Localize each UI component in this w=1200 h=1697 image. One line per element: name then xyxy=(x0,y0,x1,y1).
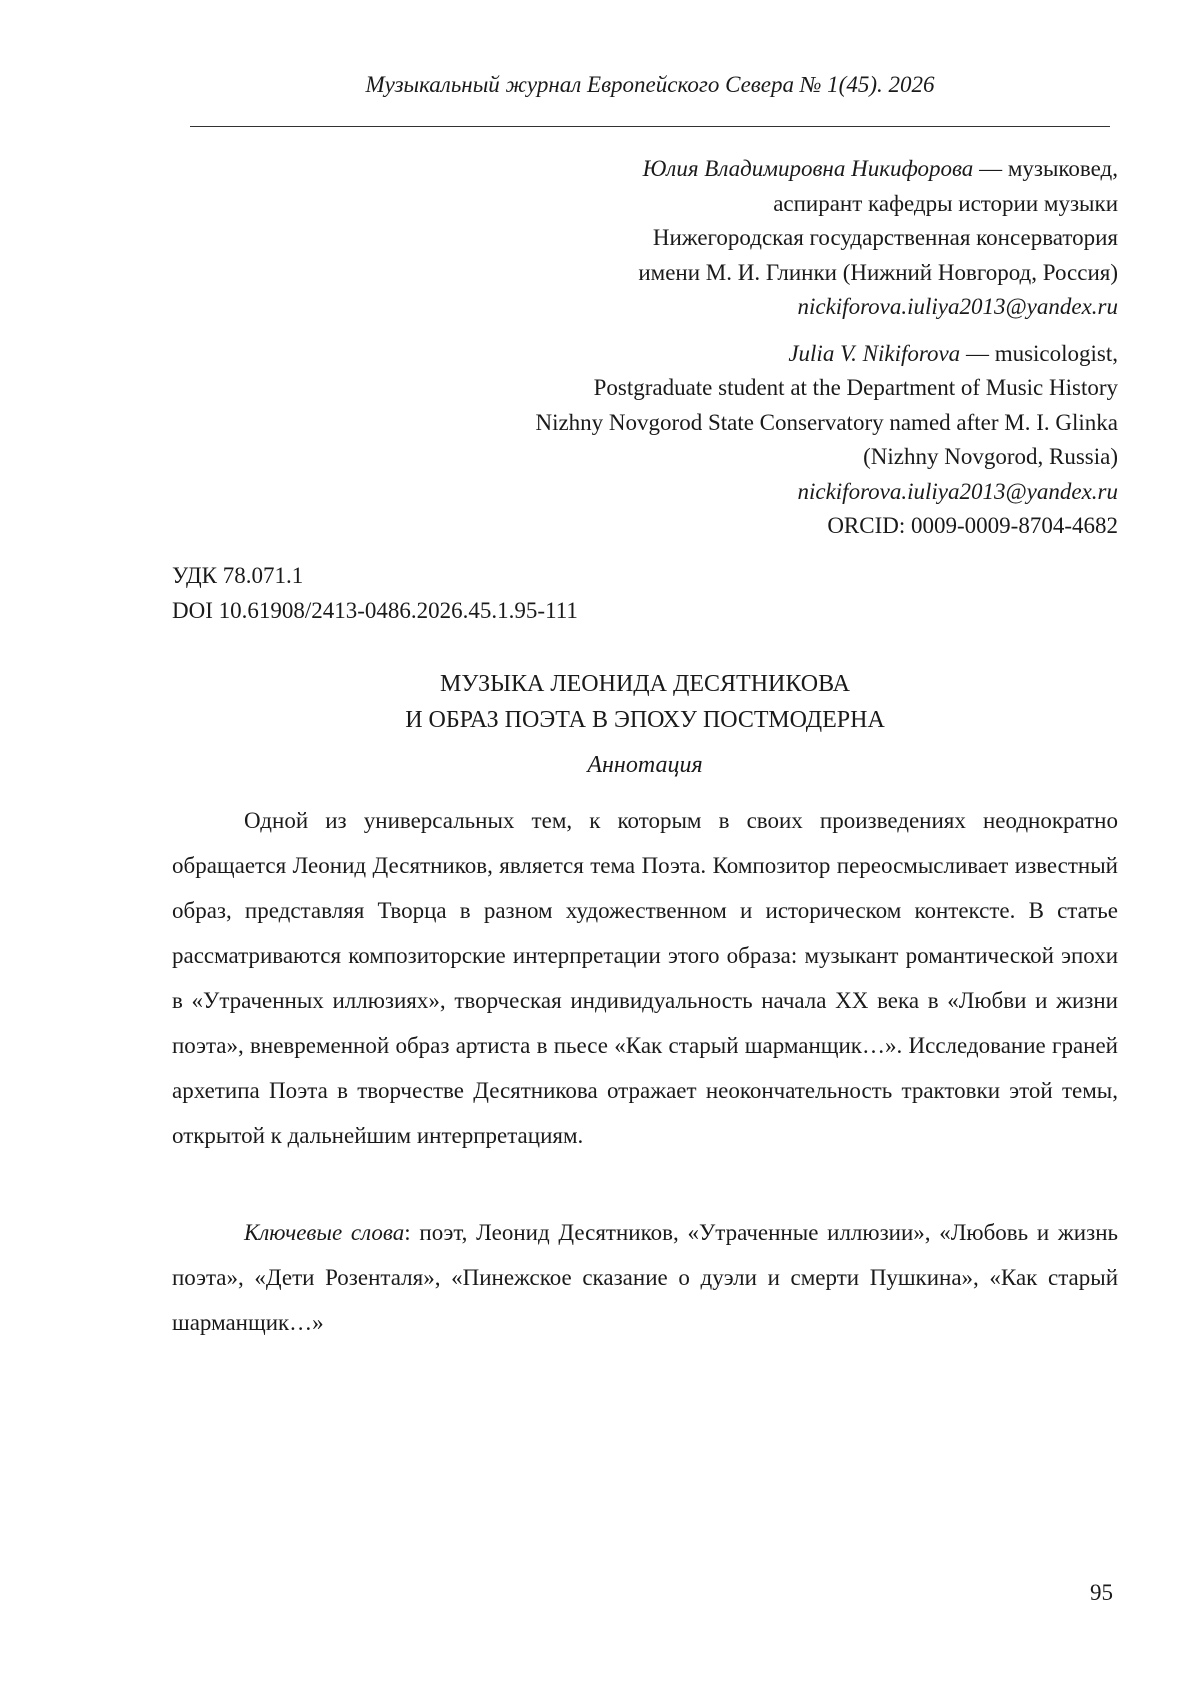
author-en-location: (Nizhny Novgorod, Russia) xyxy=(863,444,1118,469)
author-en-email[interactable]: nickiforova.iuliya2013@yandex.ru xyxy=(797,478,1118,504)
keywords-label: Ключевые слова xyxy=(244,1220,405,1245)
author-en-block xyxy=(358,337,1118,544)
author-ru-role: — музыковед, xyxy=(973,156,1118,181)
author-ru-institution: Нижегородская государственная консерватория xyxy=(652,225,1118,250)
article-title-line-1: МУЗЫКА ЛЕОНИДА ДЕСЯТНИКОВА xyxy=(440,671,850,697)
author-ru-name-line xyxy=(358,152,1118,187)
abstract-text: Одной из универсальных тем, к которым в своих произведениях неоднократно обращается Леонид Десятников, является тема Поэта. Композитор переосмысливает известный образ, представляя Творца в разном художественном и историческом контексте. В статье рассматриваются композиторские интерпретации этого образа: музыкант романтической эпохи в «Утраченных иллюзиях», творческая индивидуальность начала XX века в «Любви и жизни поэта», вневременной образ артиста в пьесе «Как старый шарманщик…». Исследование граней архетипа Поэта в творчестве Десятникова отражает неокончательность трактовки этой темы, открытой к дальнейшим интерпретациям. xyxy=(172,808,1118,1148)
author-en-name-line xyxy=(358,337,1118,372)
author-en-orcid: ORCID: 0009-0009-8704-4682 xyxy=(827,513,1118,538)
journal-running-header: Музыкальный журнал Европейского Севера № 1(45). 2026 xyxy=(365,72,935,97)
author-en-role: — musicologist, xyxy=(960,340,1118,366)
author-ru-block xyxy=(358,152,1118,325)
author-ru-email[interactable]: nickiforova.iuliya2013@yandex.ru xyxy=(797,294,1118,319)
author-en-institution: Nizhny Novgorod State Conservatory named after M. I. Glinka xyxy=(535,409,1118,435)
author-ru-position: аспирант кафедры истории музыки xyxy=(773,190,1118,216)
keywords-text: : поэт, Леонид Десятников, «Утраченные иллюзии», «Любовь и жизнь поэта», «Дети Розенталя», «Пинежское сказание о дуэли и смерти Пушкина», «Как старый шарманщик…» xyxy=(172,1220,1118,1335)
author-ru-institution-cont: имени М. И. Глинки (Нижний Новгород, Россия) xyxy=(638,259,1118,285)
page-number: 95 xyxy=(1090,1580,1113,1605)
article-title xyxy=(172,666,1118,738)
udk-code: УДК 78.071.1 xyxy=(172,563,304,588)
abstract-heading: Аннотация xyxy=(587,752,703,778)
author-ru-name: Юлия Владимировна Никифорова xyxy=(642,156,974,181)
article-title-line-2: И ОБРАЗ ПОЭТА В ЭПОХУ ПОСТМОДЕРНА xyxy=(405,707,885,733)
author-en-position: Postgraduate student at the Department of Music History xyxy=(593,375,1118,400)
header-rule xyxy=(190,126,1110,127)
author-en-name: Julia V. Nikiforova xyxy=(788,340,961,366)
article-identifiers xyxy=(172,558,578,628)
author-info xyxy=(358,152,1118,556)
doi: DOI 10.61908/2413-0486.2026.45.1.95-111 xyxy=(172,598,578,623)
keywords-paragraph xyxy=(172,1210,1118,1345)
